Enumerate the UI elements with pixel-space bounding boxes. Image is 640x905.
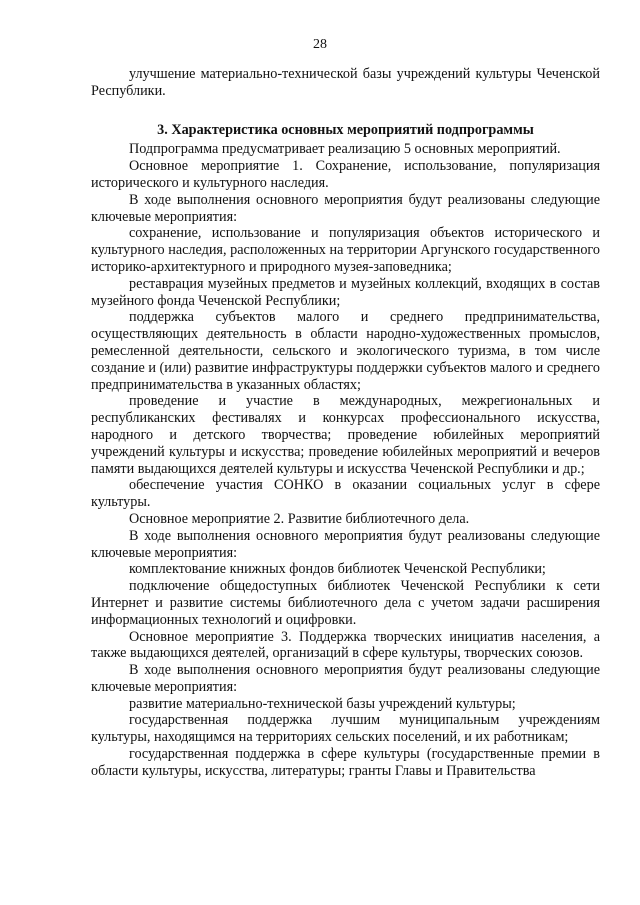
- paragraph-main-activity-3: Основное мероприятие 3. Поддержка творческих инициатив населения, а также выдающихся деятелей, организаций в сфере культуры, творческих союзов.: [91, 628, 600, 662]
- paragraph-main-activity-1: Основное мероприятие 1. Сохранение, использование, популяризация исторического и культурного наследия.: [91, 158, 600, 191]
- paragraph-state-support: государственная поддержка в сфере культуры (государственные премии в области культуры, искусства, литературы; гранты Главы и Правительства: [91, 746, 600, 779]
- page-number: 28: [313, 37, 327, 52]
- paragraph-business-support: поддержка субъектов малого и среднего предпринимательства, осуществляющих деятельность в области народно-художественных промыслов, ремесленной деятельности, сельского и экологического туризма, в том числе создание и (или) развитие инфраструктуры поддержки субъектов малого и среднего предпринимательства в указанных областях;: [91, 309, 600, 393]
- paragraph-heritage-preservation: сохранение, использование и популяризация объектов исторического и культурного наследия, расположенных на территории Аргунского государственного историко-архитектурного и природного музея-заповедника;: [91, 225, 600, 275]
- paragraph-main-activity-2: Основное мероприятие 2. Развитие библиотечного дела.: [129, 510, 470, 527]
- paragraph-museum-restoration: реставрация музейных предметов и музейных коллекций, входящих в состав музейного фонда Чеченской Республики;: [91, 275, 600, 309]
- section-heading: 3. Характеристика основных мероприятий подпрограммы: [157, 121, 534, 138]
- paragraph-rural-support: государственная поддержка лучшим муниципальным учреждениям культуры, находящимся на территориях сельских поселений, и их работникам;: [91, 712, 600, 746]
- continuation-paragraph: улучшение материально-технической базы учреждений культуры Чеченской Республики.: [91, 66, 600, 99]
- paragraph-library-acquisition: комплектование книжных фондов библиотек Чеченской Республики;: [129, 561, 546, 578]
- paragraph-material-base: развитие материально-технической базы учреждений культуры;: [129, 695, 516, 712]
- paragraph-sonko: обеспечение участия СОНКО в оказании социальных услуг в сфере культуры.: [91, 477, 600, 511]
- paragraph-library-internet: подключение общедоступных библиотек Чеченской Республики к сети Интернет и развитие системы библиотечного дела с учетом задачи расширения информационных технологий и оцифровки.: [91, 578, 600, 628]
- paragraph-key-activities-intro: В ходе выполнения основного мероприятия будут реализованы следующие ключевые мероприятия:: [91, 191, 600, 225]
- paragraph-key-activities-intro-3: В ходе выполнения основного мероприятия будут реализованы следующие ключевые мероприятия:: [91, 662, 600, 695]
- paragraph-summary: Подпрограмма предусматривает реализацию 5 основных мероприятий.: [129, 141, 561, 158]
- page-body: [91, 66, 600, 780]
- paragraph-key-activities-intro-2: В ходе выполнения основного мероприятия будут реализованы следующие ключевые мероприятия:: [91, 527, 600, 561]
- paragraph-festivals: проведение и участие в международных, межрегиональных и республиканских фестивалях и конкурсах профессионального искусства, народного и детского творчества; проведение юбилейных мероприятий учреждений культуры и искусства; проведение юбилейных мероприятий и вечеров памяти выдающихся деятелей культуры и искусства Чеченской Республики и др.;: [91, 393, 600, 477]
